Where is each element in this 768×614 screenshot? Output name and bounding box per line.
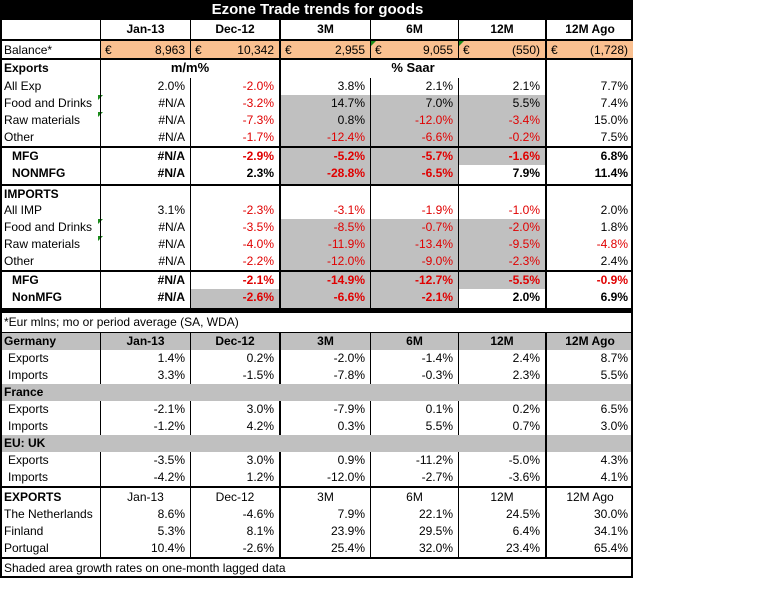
table-cell: -4.2%: [100, 469, 190, 486]
country-header-row: [2, 435, 631, 452]
country-col-header: Jan-13: [100, 333, 190, 350]
country-col-header: 6M: [370, 333, 458, 350]
table-cell: 3.0%: [190, 401, 279, 418]
table-cell: 2.1%: [370, 78, 458, 95]
table-cell: -12.0%: [279, 253, 370, 270]
table-cell: 29.5%: [370, 523, 458, 540]
col-header-dec12: Dec-12: [190, 20, 279, 39]
row-label: MFG: [12, 273, 39, 287]
table-cell: #N/A: [100, 253, 190, 270]
table-cell: -5.7%: [370, 148, 458, 165]
table-cell: #N/A: [100, 236, 190, 253]
table-row: [2, 219, 631, 236]
col-header-6m: 6M: [370, 20, 458, 39]
table-cell: -3.5%: [190, 219, 279, 236]
table-cell: -12.0%: [279, 469, 370, 486]
table-row: [2, 270, 631, 289]
table-cell: -4.0%: [190, 236, 279, 253]
table-cell: 5.5%: [370, 418, 458, 435]
col-header-jan13: Jan-13: [100, 488, 190, 506]
row-label: Raw materials: [4, 113, 81, 127]
table-cell: -12.4%: [279, 129, 370, 146]
table-row: [2, 236, 631, 253]
table-row: [2, 112, 631, 129]
col-header-3m: 3M: [279, 488, 370, 506]
table-cell: 2.0%: [545, 202, 633, 219]
table-cell: 8.7%: [545, 350, 633, 367]
column-header-row: [2, 20, 631, 39]
row-label: Exports: [8, 351, 49, 365]
table-cell: 0.9%: [279, 452, 370, 469]
table-cell: -0.2%: [458, 129, 545, 146]
col-header-12m: 12M: [458, 488, 545, 506]
table-cell: 3.3%: [100, 367, 190, 384]
euro-sign: €: [195, 43, 202, 57]
table-row: [2, 418, 631, 435]
table-cell: -0.3%: [370, 367, 458, 384]
table-cell: 24.5%: [458, 506, 545, 523]
row-label: Food and Drinks: [4, 96, 93, 110]
country-header-row: [2, 384, 631, 401]
table-cell: -8.5%: [279, 219, 370, 236]
table-cell: 3.0%: [190, 452, 279, 469]
col-header-jan13: Jan-13: [100, 20, 190, 39]
row-label: MFG: [12, 149, 39, 163]
table-row: [2, 540, 631, 557]
table-cell: -1.9%: [370, 202, 458, 219]
table-cell: 65.4%: [545, 540, 633, 557]
table-cell: -4.6%: [190, 506, 279, 523]
euro-sign: €: [463, 43, 470, 57]
table-cell: -12.7%: [370, 272, 458, 289]
country-col-header: 3M: [279, 333, 370, 350]
table-cell: 2.0%: [100, 78, 190, 95]
exports2-label: EXPORTS: [4, 490, 62, 504]
header-blank: [545, 60, 633, 78]
table-cell: 7.9%: [279, 506, 370, 523]
table-cell: -2.7%: [370, 469, 458, 486]
euro-sign: €: [105, 43, 112, 57]
row-label: NonMFG: [12, 290, 62, 304]
col-header-dec12: Dec-12: [190, 488, 279, 506]
table-cell: 0.3%: [279, 418, 370, 435]
page-title: Ezone Trade trends for goods: [211, 1, 424, 18]
table-cell: 0.2%: [190, 350, 279, 367]
row-label: Imports: [8, 470, 49, 484]
table-cell: 0.8%: [279, 112, 370, 129]
balance-cell: € 9,055: [370, 41, 458, 58]
table-cell: -7.3%: [190, 112, 279, 129]
table-cell: 0.2%: [458, 401, 545, 418]
table-cell: -2.3%: [458, 253, 545, 270]
table-cell: -2.3%: [190, 202, 279, 219]
table-cell: -2.6%: [190, 289, 279, 308]
row-label: All IMP: [4, 203, 43, 217]
row-label: Raw materials: [4, 237, 81, 251]
table-cell: 1.4%: [100, 350, 190, 367]
table-cell: -2.1%: [370, 289, 458, 308]
title-row: [2, 0, 631, 20]
table-cell: #N/A: [100, 148, 190, 165]
table-cell: 32.0%: [370, 540, 458, 557]
table-cell: 2.0%: [458, 289, 545, 308]
row-label: NONMFG: [12, 166, 66, 180]
country-name: France: [4, 385, 44, 399]
table-cell: #N/A: [100, 129, 190, 146]
row-label: The Netherlands: [4, 507, 93, 521]
table-row: [2, 202, 631, 219]
euro-sign: €: [285, 43, 292, 57]
footnote-units: *Eur mlns; mo or period average (SA, WDA): [4, 315, 239, 329]
table-cell: -6.6%: [279, 289, 370, 308]
table-cell: 5.5%: [545, 367, 633, 384]
mm-percent-label: m/m%: [100, 60, 279, 78]
table-cell: -2.6%: [190, 540, 279, 557]
table-cell: 15.0%: [545, 112, 633, 129]
imports-label: IMPORTS: [4, 187, 59, 201]
table-cell: 23.9%: [279, 523, 370, 540]
table-cell: -14.9%: [279, 272, 370, 289]
table-cell: 6.9%: [545, 289, 633, 308]
table-cell: 0.7%: [458, 418, 545, 435]
balance-label: Balance*: [4, 43, 53, 57]
table-row: [2, 367, 631, 384]
table-row: [2, 78, 631, 95]
table-cell: -7.8%: [279, 367, 370, 384]
table-cell: -1.0%: [458, 202, 545, 219]
table-cell: 7.9%: [458, 165, 545, 184]
table-cell: -2.2%: [190, 253, 279, 270]
table-cell: #N/A: [100, 112, 190, 129]
table-cell: 2.4%: [458, 350, 545, 367]
table-cell: 3.8%: [279, 78, 370, 95]
country-col-header: Dec-12: [190, 333, 279, 350]
table-row: [2, 95, 631, 112]
table-cell: -1.4%: [370, 350, 458, 367]
table-cell: -28.8%: [279, 165, 370, 184]
country-name: EU: UK: [4, 436, 46, 450]
table-cell: 1.8%: [545, 219, 633, 236]
exports-label: Exports: [4, 61, 49, 75]
balance-cell: € 2,955: [279, 41, 370, 58]
table-cell: -12.0%: [370, 112, 458, 129]
table-cell: -1.5%: [190, 367, 279, 384]
table-cell: -3.5%: [100, 452, 190, 469]
table-cell: #N/A: [100, 165, 190, 184]
balance-cell: € 10,342: [190, 41, 279, 58]
table-cell: 4.2%: [190, 418, 279, 435]
euro-sign: €: [551, 43, 558, 57]
table-cell: -11.2%: [370, 452, 458, 469]
footnote-row: [2, 313, 631, 333]
table-row: [2, 350, 631, 367]
table-cell: 6.4%: [458, 523, 545, 540]
table-cell: #N/A: [100, 95, 190, 112]
table-cell: 14.7%: [279, 95, 370, 112]
table-cell: 10.4%: [100, 540, 190, 557]
table-cell: 7.7%: [545, 78, 633, 95]
saar-label: % Saar: [279, 60, 545, 78]
country-name: Germany: [4, 334, 57, 348]
balance-cell: € 8,963: [100, 41, 190, 58]
comment-marker-icon: [459, 41, 464, 46]
table-cell: 30.0%: [545, 506, 633, 523]
table-cell: 7.5%: [545, 129, 633, 146]
table-cell: -5.5%: [458, 272, 545, 289]
table-cell: 25.4%: [279, 540, 370, 557]
table-cell: -3.4%: [458, 112, 545, 129]
table-cell: 5.3%: [100, 523, 190, 540]
country-header-row: [2, 333, 631, 350]
table-cell: -5.0%: [458, 452, 545, 469]
table-cell: 4.1%: [545, 469, 633, 486]
table-cell: -1.6%: [458, 148, 545, 165]
table-cell: 6.5%: [545, 401, 633, 418]
balance-cell: € (1,728): [545, 41, 633, 58]
comment-marker-icon: [371, 41, 376, 46]
col-header-12m: 12M: [458, 20, 545, 39]
table-cell: -3.2%: [190, 95, 279, 112]
row-label: Exports: [8, 402, 49, 416]
table-cell: 11.4%: [545, 165, 633, 184]
exports-header-row: [2, 60, 631, 78]
row-label: Imports: [8, 419, 49, 433]
table-cell: 5.5%: [458, 95, 545, 112]
table-cell: -4.8%: [545, 236, 633, 253]
footnote-shaded: Shaded area growth rates on one-month lagged data: [4, 561, 286, 575]
table-cell: -1.2%: [100, 418, 190, 435]
table-cell: 2.3%: [458, 367, 545, 384]
table-row: [2, 146, 631, 165]
table-row: [2, 401, 631, 418]
table-cell: -2.1%: [100, 401, 190, 418]
table-cell: 6.8%: [545, 148, 633, 165]
row-label: Other: [4, 254, 35, 268]
table-cell: -5.2%: [279, 148, 370, 165]
header-blank: [2, 20, 100, 39]
row-label: Exports: [8, 453, 49, 467]
table-row: [2, 452, 631, 469]
table-cell: -11.9%: [279, 236, 370, 253]
table-cell: -1.7%: [190, 129, 279, 146]
row-label: Food and Drinks: [4, 220, 93, 234]
row-label: Finland: [4, 524, 44, 538]
table-cell: 8.6%: [100, 506, 190, 523]
row-label: All Exp: [4, 79, 42, 93]
footnote-row: [2, 557, 631, 578]
table-cell: 8.1%: [190, 523, 279, 540]
table-cell: #N/A: [100, 272, 190, 289]
table-cell: -2.0%: [458, 219, 545, 236]
balance-row: [2, 39, 631, 60]
table-cell: 2.3%: [190, 165, 279, 184]
row-label: Other: [4, 130, 35, 144]
table-cell: -2.9%: [190, 148, 279, 165]
col-header-6m: 6M: [370, 488, 458, 506]
table-cell: 4.3%: [545, 452, 633, 469]
table-row: [2, 289, 631, 308]
table-cell: 7.4%: [545, 95, 633, 112]
table-cell: -2.1%: [190, 272, 279, 289]
table-row: [2, 165, 631, 184]
euro-sign: €: [375, 43, 382, 57]
table-cell: 34.1%: [545, 523, 633, 540]
table-cell: -0.7%: [370, 219, 458, 236]
table-cell: 2.1%: [458, 78, 545, 95]
table-cell: -13.4%: [370, 236, 458, 253]
table-row: [2, 253, 631, 270]
table-row: [2, 523, 631, 540]
col-header-12m-ago: 12M Ago: [545, 488, 633, 506]
table-cell: -0.9%: [545, 272, 633, 289]
balance-cell: € (550): [458, 41, 545, 58]
table-cell: -7.9%: [279, 401, 370, 418]
table-cell: 22.1%: [370, 506, 458, 523]
country-col-header: 12M Ago: [545, 333, 633, 350]
table-cell: 23.4%: [458, 540, 545, 557]
row-label: Portugal: [4, 541, 49, 555]
table-cell: 1.2%: [190, 469, 279, 486]
table-cell: 2.4%: [545, 253, 633, 270]
col-header-3m: 3M: [279, 20, 370, 39]
table-cell: -6.5%: [370, 165, 458, 184]
table-cell: 7.0%: [370, 95, 458, 112]
table-cell: -6.6%: [370, 129, 458, 146]
table-cell: #N/A: [100, 219, 190, 236]
table-row: [2, 506, 631, 523]
table-cell: -3.6%: [458, 469, 545, 486]
table-cell: 3.1%: [100, 202, 190, 219]
table-cell: -3.1%: [279, 202, 370, 219]
table-cell: #N/A: [100, 289, 190, 308]
table-cell: -9.5%: [458, 236, 545, 253]
table-cell: -9.0%: [370, 253, 458, 270]
row-label: Imports: [8, 368, 49, 382]
table-cell: 3.0%: [545, 418, 633, 435]
table-row: [2, 469, 631, 486]
country-col-header: 12M: [458, 333, 545, 350]
table-row: [2, 129, 631, 146]
imports-header-row: [2, 184, 631, 202]
table-cell: 0.1%: [370, 401, 458, 418]
table-cell: -2.0%: [190, 78, 279, 95]
col-header-12m-ago: 12M Ago: [545, 20, 633, 39]
exports2-header-row: [2, 486, 631, 506]
table-cell: -2.0%: [279, 350, 370, 367]
